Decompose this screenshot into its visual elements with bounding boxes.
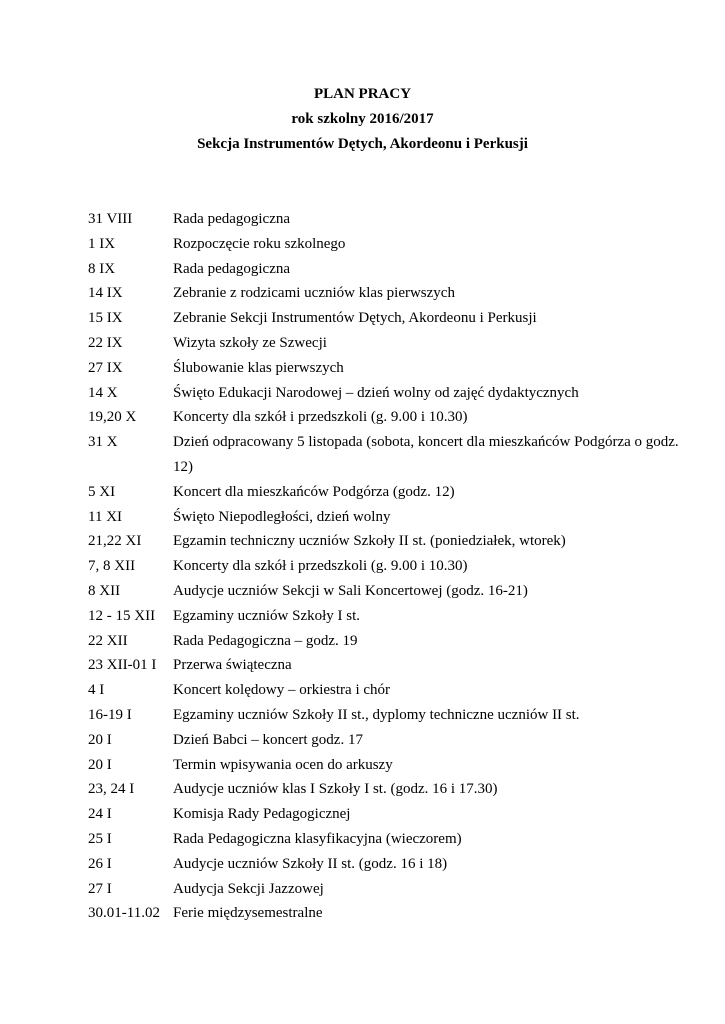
- schedule-row: [88, 827, 688, 852]
- schedule-date: 31 VIII: [88, 211, 133, 227]
- schedule-row: [88, 579, 688, 604]
- schedule-row: [88, 901, 688, 926]
- schedule-date: 21,22 XI: [88, 533, 142, 550]
- schedule-event: Termin wpisywania ocen do arkuszy: [173, 756, 393, 773]
- schedule-row: [88, 877, 688, 902]
- school-year: rok szkolny 2016/2017: [291, 111, 434, 127]
- schedule-date: 31 X: [88, 434, 118, 451]
- schedule-row: [88, 653, 688, 678]
- schedule-event: Rozpoczęcie roku szkolnego: [173, 235, 346, 252]
- schedule-date: 4 I: [88, 682, 105, 699]
- schedule-event: Komisja Rady Pedagogicznej: [173, 806, 351, 823]
- schedule-event: Egzaminy uczniów Szkoły I st.: [173, 607, 361, 624]
- schedule-date: 12 - 15 XII: [88, 607, 156, 624]
- schedule-row: [88, 331, 688, 356]
- schedule-row: [88, 777, 688, 802]
- schedule-date: 16-19 I: [88, 706, 132, 723]
- schedule-date: 23, 24 I: [88, 781, 135, 798]
- schedule-event: Wizyta szkoły ze Szwecji: [173, 334, 327, 351]
- schedule-event: Ślubowanie klas pierwszych: [173, 359, 344, 376]
- schedule-date: 7, 8 XII: [88, 558, 136, 575]
- schedule-row: [88, 405, 688, 430]
- schedule-date: 8 IX: [88, 260, 116, 277]
- schedule-date: 24 I: [88, 806, 112, 823]
- schedule-event: Audycje uczniów Sekcji w Sali Koncertowej (godz. 16-21): [173, 582, 528, 599]
- schedule-row: [88, 753, 688, 778]
- schedule-event: Egzamin techniczny uczniów Szkoły II st. (poniedziałek, wtorek): [173, 533, 566, 550]
- schedule-row: [88, 802, 688, 827]
- schedule-row: [88, 356, 688, 381]
- schedule-date: 22 XII: [88, 632, 128, 649]
- schedule-date: 19,20 X: [88, 409, 137, 426]
- schedule-event: Koncerty dla szkół i przedszkoli (g. 9.00 i 10.30): [173, 409, 468, 426]
- schedule-event: Audycje uczniów Szkoły II st. (godz. 16 i 18): [173, 855, 448, 872]
- schedule-date: 14 IX: [88, 285, 123, 302]
- schedule-row: [88, 529, 688, 554]
- schedule-event: Rada pedagogiczna: [173, 260, 291, 277]
- schedule-date: 14 X: [88, 384, 118, 401]
- schedule-row: [88, 629, 688, 654]
- schedule-list: [88, 207, 688, 926]
- schedule-row: [88, 604, 688, 629]
- schedule-event: Święto Edukacji Narodowej – dzień wolny od zajęć dydaktycznych: [173, 384, 579, 401]
- schedule-row: [88, 257, 688, 282]
- schedule-event: Przerwa świąteczna: [173, 657, 292, 674]
- schedule-row: [88, 281, 688, 306]
- schedule-date: 23 XII-01 I: [88, 657, 157, 674]
- schedule-date: 1 IX: [88, 235, 116, 252]
- schedule-event: Rada pedagogiczna: [173, 211, 291, 227]
- schedule-event: Rada Pedagogiczna klasyfikacyjna (wieczorem): [173, 830, 462, 847]
- schedule-row: [88, 207, 688, 232]
- schedule-event: Zebranie Sekcji Instrumentów Dętych, Akordeonu i Perkusji: [173, 310, 537, 327]
- schedule-row: [88, 852, 688, 877]
- schedule-event: Ferie międzysemestralne: [173, 905, 323, 922]
- schedule-event: Koncert dla mieszkańców Podgórza (godz. 12): [173, 483, 455, 500]
- schedule-event: Rada Pedagogiczna – godz. 19: [173, 632, 358, 649]
- schedule-date: 27 I: [88, 880, 112, 897]
- schedule-event: Koncert kolędowy – orkiestra i chór: [173, 682, 391, 699]
- schedule-row: [88, 505, 688, 530]
- schedule-event: Audycja Sekcji Jazzowej: [173, 880, 324, 897]
- schedule-event: Święto Niepodległości, dzień wolny: [173, 508, 391, 525]
- schedule-event: Dzień Babci – koncert godz. 17: [173, 731, 363, 748]
- schedule-row: [88, 554, 688, 579]
- schedule-row: [88, 703, 688, 728]
- schedule-event: Egzaminy uczniów Szkoły II st., dyplomy techniczne uczniów II st.: [173, 706, 580, 723]
- schedule-row: [88, 232, 688, 257]
- schedule-event: Audycje uczniów klas I Szkoły I st. (godz. 16 i 17.30): [173, 781, 498, 798]
- schedule-date: 27 IX: [88, 359, 123, 376]
- schedule-date: 15 IX: [88, 310, 123, 327]
- document-title: PLAN PRACY: [313, 86, 412, 102]
- section-name: Sekcja Instrumentów Dętych, Akordeonu i Perkusji: [197, 136, 528, 152]
- schedule-event: Dzień odpracowany 5 listopada (sobota, koncert dla mieszkańców Podgórza o godz. 12): [173, 434, 679, 475]
- schedule-event: Koncerty dla szkół i przedszkoli (g. 9.00 i 10.30): [173, 558, 468, 575]
- schedule-row: [88, 728, 688, 753]
- schedule-date: 25 I: [88, 830, 112, 847]
- schedule-date: 20 I: [88, 731, 112, 748]
- schedule-date: 5 XI: [88, 483, 116, 500]
- schedule-event: Zebranie z rodzicami uczniów klas pierwszych: [173, 285, 455, 302]
- schedule-date: 26 I: [88, 855, 112, 872]
- schedule-date: 11 XI: [88, 508, 123, 525]
- schedule-row: [88, 430, 688, 480]
- schedule-row: [88, 306, 688, 331]
- schedule-date: 20 I: [88, 756, 112, 773]
- schedule-row: [88, 381, 688, 406]
- schedule-date: 8 XII: [88, 582, 121, 599]
- schedule-date: 30.01-11.02: [88, 905, 160, 922]
- schedule-date: 22 IX: [88, 334, 123, 351]
- schedule-row: [88, 480, 688, 505]
- schedule-row: [88, 678, 688, 703]
